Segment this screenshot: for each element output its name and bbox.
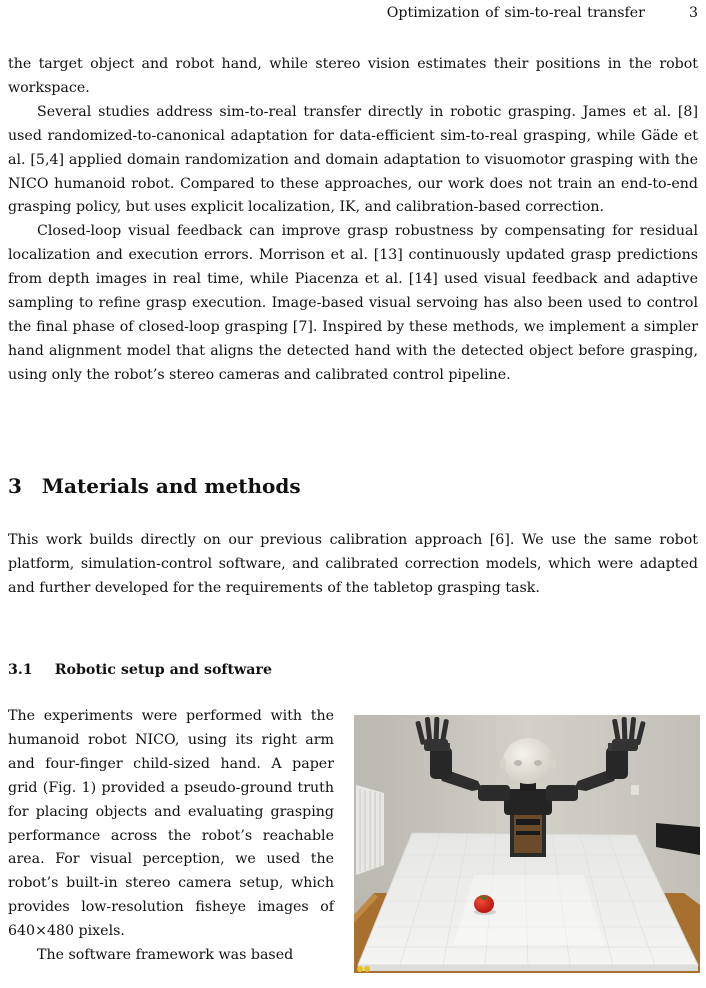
section-heading [8, 474, 301, 498]
paragraph-closed-loop: Closed-loop visual feedback can improve grasp robustness by compensating for residual localization and execution errors. Morrison et al. [13] continuously updated grasp predictions from depth images in real time, while Piacenza et al. [14] used visual feedback and adaptive sampling to refine grasp execution. Image-based visual servoing has also been used to control the final phase of closed-loop grasping [7]. Inspired by these methods, we implement a simpler hand alignment model that aligns the detected hand with the detected object before grasping, using only the robot’s stereo cameras and calibrated control pipeline. [8, 223, 698, 383]
paragraph-sim-to-real: Several studies address sim-to-real transfer directly in robotic grasping. James et al. [8] used randomized-to-canonical adaptation for data-efficient sim-to-real grasping, while Gäde et al. [5,4] applied domain randomization and domain adaptation to visuomotor grasping with the NICO humanoid robot. Compared to these approaches, our work does not train an end-to-end grasping policy, but uses explicit localization, IK, and calibration-based correction. [8, 103, 698, 216]
section-number: 3 [8, 474, 22, 498]
subsection-text [8, 705, 334, 968]
paragraph-continuation: the target object and robot hand, while stereo vision estimates their positions in the robot workspace. [8, 56, 698, 96]
page-number: 3 [688, 5, 698, 21]
subsection-title: Robotic setup and software [54, 662, 272, 678]
robot-photo [354, 715, 700, 973]
paragraph-intro: This work builds directly on our previous calibration approach [6]. We use the same robot platform, simulation-control software, and calibrated correction models, which were adapted and further developed for the requirements of the tabletop grasping task. [8, 532, 698, 596]
subsection-heading [8, 662, 272, 678]
radiator [356, 785, 384, 875]
paragraph-software: The software framework was based [37, 947, 294, 964]
body-text-top [8, 53, 698, 388]
paragraph-setup: The experiments were performed with the humanoid robot NICO, using its right arm and four-finger child-sized hand. A paper grid (Fig. 1) provided a pseudo-ground truth for placing objects and evaluating grasping performance across the robot’s reachable area. For visual perception, we used the robot’s built-in stereo camera setup, which provides low-resolution fisheye images of 640×480 pixels. [8, 708, 334, 940]
running-title: Optimization of sim-to-real transfer [386, 5, 645, 21]
running-header [387, 5, 698, 21]
section-title: Materials and methods [41, 474, 301, 498]
section-intro [8, 529, 698, 601]
subsection-number: 3.1 [8, 662, 33, 678]
